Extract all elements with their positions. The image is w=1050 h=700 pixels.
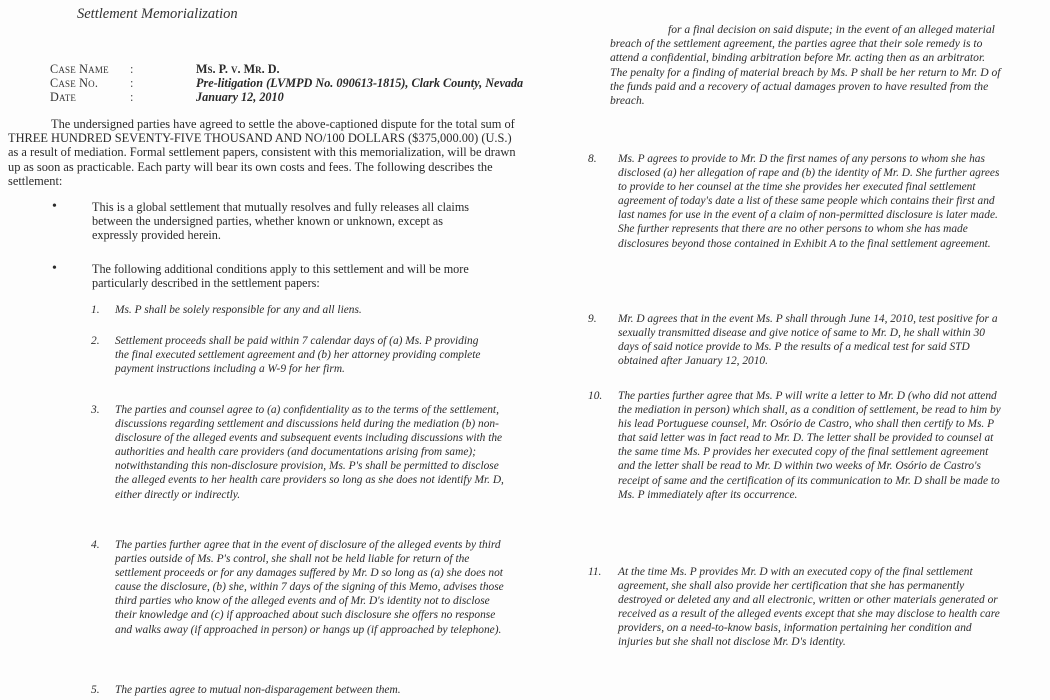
caption-colon: :: [130, 62, 134, 76]
amount-in-words: THREE HUNDRED SEVENTY-FIVE THOUSAND AND NO/100 DOLLARS: [8, 131, 405, 146]
condition-3: [91, 403, 511, 502]
bullet-additional-conditions: [52, 262, 492, 290]
caption-label: Case No.: [50, 76, 99, 90]
caption-row-case-name: [50, 62, 523, 76]
condition-4: [91, 538, 511, 637]
caption-row-date: [50, 90, 523, 104]
case-caption: [50, 62, 523, 104]
condition-number: 3.: [91, 404, 100, 416]
condition-8: [588, 152, 1008, 251]
condition-number: 1.: [91, 304, 100, 316]
condition-11: [588, 565, 1008, 650]
condition-number: 2.: [91, 335, 100, 347]
condition-text: Mr. D agrees that in the event Ms. P shall through June 14, 2010, test positive for a sexually transmitted disease and give notice of same to Mr. D, he shall within 30 days of said notice provide to Ms. P the results of a medical test for said STD obtained after January 12, 2010.: [618, 313, 998, 368]
bullet-icon: •: [52, 261, 57, 276]
condition-text: The parties further agree that Ms. P will write a letter to Mr. D (who did not attend the mediation in person) which shall, as a condition of settlement, be read to him by his lead Portuguese counsel, Mr. Osório de Castro, who shall then certify to Ms. P that said letter was in fact read to Mr. D. The letter shall be provided to counsel at the same time Ms. P provides her executed copy of the final settlement agreement and the letter shall be read to Mr. D within two weeks of Mr. Osório de Castro's receipt of same and the certification of its communication to Mr. D shall be made to Ms. P immediately after its occurrence.: [618, 390, 1001, 501]
caption-value: Pre-litigation (LVMPD No. 090613-1815), Clark County, Nevada: [196, 76, 524, 90]
condition-text: The parties agree to mutual non-disparagement between them.: [115, 684, 401, 696]
caption-colon: :: [130, 76, 134, 90]
caption-label: Date: [50, 90, 77, 104]
condition-1: [91, 303, 491, 317]
condition-text: At the time Ms. P provides Mr. D with an executed copy of the final settlement agreement, she shall also provide her certification that she has permanently destroyed or deleted any and all electronic, written or other materials generated or received as a result of the alleged events except that she may disclose to health care providers, on a need-to-know basis, information pertaining her condition and injuries but she shall not disclose Mr. D's identity.: [618, 566, 1000, 649]
caption-value: January 12, 2010: [196, 90, 284, 104]
intro-paragraph: [8, 117, 520, 188]
bullet-global-settlement: [52, 200, 492, 243]
condition-text: The parties and counsel agree to (a) confidentiality as to the terms of the settlement, discussions regarding settlement and discussions held during the mediation (b) non-disclosure of the alleged events and subsequent events including discussions with the authorities and health care providers (and documentations arising from same); notwithstanding this non-disclosure provision, Ms. P's shall be permitted to disclose the alleged events to her health care providers so long as she does not identify Mr. D, either directly or indirectly.: [115, 404, 504, 501]
condition-text: The parties further agree that in the event of disclosure of the alleged events by third parties outside of Ms. P's control, she shall not be held liable for return of the settlement proceeds or for any damages suffered by Mr. D so long as (a) she does not cause the disclosure, (b) she, within 7 days of the signing of this Memo, advises those third parties who know of the alleged events and of Mr. D's identity not to disclose their knowledge and (c) if approached about such disclosure she offers no response and walks away (if approached in person) or hangs up (if approached by telephone).: [115, 539, 504, 636]
bullet-icon: •: [52, 199, 57, 214]
condition-number: 9.: [588, 313, 597, 325]
condition-9: [588, 312, 1008, 368]
intro-text: The undersigned parties have agreed to settle the above-captioned dispute for the total sum of: [51, 117, 515, 131]
caption-colon: :: [130, 90, 134, 104]
document-title: Settlement Memorialization: [77, 6, 238, 22]
condition-2: [91, 334, 491, 376]
condition-5: [91, 683, 511, 697]
condition-10: [588, 389, 1008, 502]
caption-label: Case Name: [50, 62, 109, 76]
condition-text: Settlement proceeds shall be paid within 7 calendar days of (a) Ms. P providing the final executed settlement agreement and (b) her attorney providing complete payment instructions including a W-9 for her firm.: [115, 335, 481, 376]
condition-number: 11.: [588, 566, 602, 578]
continued-condition-text: for a final decision on said dispute; in the event of an alleged material breach of the settlement agreement, the parties agree that their sole remedy is to attend a confidential, binding arbitration before Mr. acting then as an arbitrator. The penalty for a finding of material breach by Ms. P shall be her return to Mr. D of the funds paid and a recovery of actual damages proven to have resulted from the breach.: [610, 23, 1001, 108]
caption-value: Ms. P. v. Mr. D.: [196, 62, 280, 76]
condition-number: 8.: [588, 153, 597, 165]
condition-number: 10.: [588, 390, 603, 402]
condition-number: 5.: [91, 684, 100, 696]
condition-text: Ms. P shall be solely responsible for any and all liens.: [115, 304, 362, 316]
condition-text: Ms. P agrees to provide to Mr. D the first names of any persons to whom she has disclosed (a) her allegation of rape and (b) the identity of Mr. D. She further agrees to provide to her counsel at the time she provides her executed final settlement agreement of today's date a list of these same people which contains their first and last names for use in the event of a claim of non-permitted disclosure is later made. She further represents that there are no other persons to whom she has made disclosures beyond those contained in Exhibit A to the final settlement agreement.: [618, 153, 1000, 250]
bullet-text: This is a global settlement that mutually resolves and fully releases all claims between the undersigned parties, whether known or unknown, except as expressly provided herein.: [92, 200, 470, 243]
intro-text-continued: ($375,000.00) (U.S.) as a result of mediation. Formal settlement papers, consistent with this memorialization, will be drawn up as soon as practicable. Each party will bear its own costs and fees. The following describes the settlement:: [8, 131, 516, 188]
bullet-text: The following additional conditions apply to this settlement and will be more particularly described in the settlement papers:: [92, 262, 469, 291]
condition-number: 4.: [91, 539, 100, 551]
caption-row-case-no: [50, 76, 523, 90]
